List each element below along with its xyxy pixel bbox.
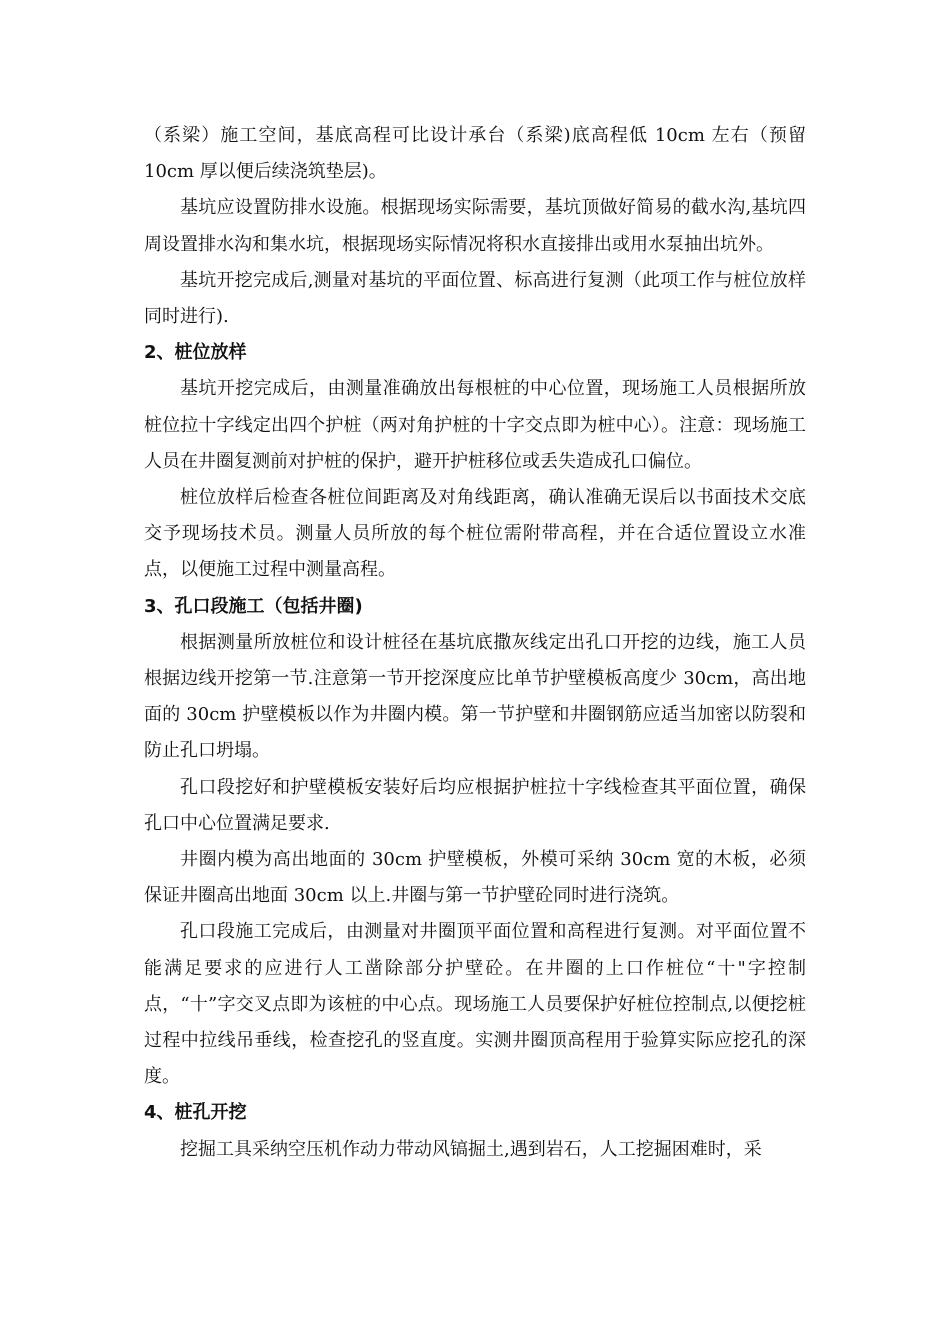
- paragraph: 根据测量所放桩位和设计桩径在基坑底撒灰线定出孔口开挖的边线，施工人员根据边线开挖第一节.注意第一节开挖深度应比单节护壁模板高度少 30cm，高出地面的 30cm 护壁模板以作为井圈内模。第一节护壁和井圈钢筋应适当加密以防裂和防止孔口坍塌。: [144, 631, 806, 762]
- document-body: [144, 118, 806, 1168]
- section-heading-4: 4、桩孔开挖: [144, 1102, 247, 1124]
- paragraph: 井圈内模为高出地面的 30cm 护壁模板，外模可采纳 30cm 宽的木板，必须保证井圈高出地面 30cm 以上.井圈与第一节护壁砼同时进行浇筑。: [144, 849, 806, 907]
- paragraph: 基坑开挖完成后,测量对基坑的平面位置、标高进行复测（此项工作与桩位放样同时进行).: [144, 269, 806, 328]
- paragraph: 孔口段挖好和护壁模板安装好后均应根据护桩拉十字线检查其平面位置，确保孔口中心位置满足要求.: [144, 776, 806, 834]
- paragraph: 挖掘工具采纳空压机作动力带动风镐掘土,遇到岩石，人工挖掘困难时，采: [180, 1138, 762, 1160]
- paragraph: 桩位放样后检查各桩位间距离及对角线距离，确认准确无误后以书面技术交底交予现场技术员。测量人员所放的每个桩位需附带高程，并在合适位置设立水准点，以便施工过程中测量高程。: [144, 487, 806, 581]
- paragraph: 基坑开挖完成后，由测量准确放出每根桩的中心位置，现场施工人员根据所放桩位拉十字线定出四个护桩（两对角护桩的十字交点即为桩中心）。注意：现场施工人员在井圈复测前对护桩的保护，避开护桩移位或丢失造成孔口偏位。: [144, 378, 806, 472]
- section-heading-3: 3、孔口段施工（包括井圈): [144, 595, 363, 617]
- paragraph: （系梁）施工空间，基底高程可比设计承台（系梁)底高程低 10cm 左右（预留 10cm 厚以便后续浇筑垫层)。: [144, 125, 806, 183]
- section-heading-2: 2、桩位放样: [144, 342, 247, 364]
- paragraph: 基坑应设置防排水设施。根据现场实际需要，基坑顶做好简易的截水沟,基坑四周设置排水沟和集水坑，根据现场实际情况将积水直接排出或用水泵抽出坑外。: [144, 197, 806, 255]
- paragraph: 孔口段施工完成后，由测量对井圈顶平面位置和高程进行复测。对平面位置不能满足要求的应进行人工凿除部分护壁砼。在井圈的上口作桩位“十"字控制点，“十”字交叉点即为该桩的中心点。现场施工人员要保护好桩位控制点,以便挖桩过程中拉线吊垂线，检查挖孔的竖直度。实测井圈顶高程用于验算实际应挖孔的深度。: [144, 921, 806, 1088]
